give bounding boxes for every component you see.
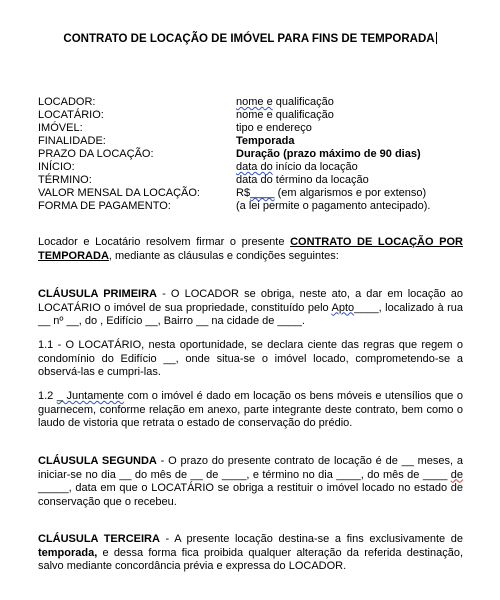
clausula-heading: CLÁUSULA SEGUNDA xyxy=(38,455,157,467)
field-value: Temporada xyxy=(236,135,295,147)
field-row-prazo xyxy=(38,148,468,161)
field-label: PRAZO DA LOCAÇÃO: xyxy=(38,148,154,160)
item-1-1: 1.1 - O LOCATÁRIO, nesta oportunidade, se declara ciente das regras que regem o condomínio do Edifício __, onde situa-se o imóvel locado, comprometendo-se a observá-las e cumpri-las. xyxy=(38,339,463,378)
field-row-inicio xyxy=(38,161,468,174)
field-label: FINALIDADE: xyxy=(38,135,106,147)
clausula-terceira: CLÁUSULA TERCEIRA - A presente locação destina-se a fins exclusivamente de temporada, e dessa forma fica proibida qualquer alteração da referida destinação, salvo mediante concordância prévia e expressa do LOCADOR. xyxy=(38,533,463,572)
field-value: nome e qualificação xyxy=(236,96,334,108)
field-value: nome e qualificação xyxy=(236,109,334,121)
field-value: data do início da locação xyxy=(236,161,358,173)
field-label: TÉRMINO: xyxy=(38,174,92,186)
field-value: R$____ (em algarismos e por extenso) xyxy=(236,187,427,199)
clausula-heading: CLÁUSULA PRIMEIRA xyxy=(38,288,157,300)
field-row-termino xyxy=(38,174,468,187)
field-row-pagamento xyxy=(38,200,468,213)
field-row-locatario xyxy=(38,109,468,122)
field-label: FORMA DE PAGAMENTO: xyxy=(38,200,171,212)
intro-paragraph: Locador e Locatário resolvem firmar o presente CONTRATO DE LOCAÇÃO POR TEMPORADA, mediante as cláusulas e condições seguintes: xyxy=(38,236,463,262)
item-1-2: 1.2 _ Juntamente com o imóvel é dado em locação os bens móveis e utensílios que o guarnecem, conforme relação em anexo, parte integrante deste contrato, bem como o laudo de vistoria que retrata o estado de conservação do prédio. xyxy=(38,390,463,429)
field-value: data do término da locação xyxy=(236,174,369,186)
document-title: CONTRATO DE LOCAÇÃO DE IMÓVEL PARA FINS DE TEMPORADA xyxy=(63,33,435,45)
clausula-primeira: CLÁUSULA PRIMEIRA - O LOCADOR se obriga, neste ato, a dar em locação ao LOCATÁRIO o imóvel de sua propriedade, constituído pelo Apto____, localizado à rua __ nº __, do , Edifício __, Bairro __ na cidade de ____. xyxy=(38,288,463,327)
field-label: INÍCIO: xyxy=(38,161,75,173)
field-label: VALOR MENSAL DA LOCAÇÃO: xyxy=(38,187,200,199)
field-value: tipo e endereço xyxy=(236,122,312,134)
text-cursor xyxy=(436,32,437,44)
field-value: Duração (prazo máximo de 90 dias) xyxy=(236,148,421,160)
field-label: IMÓVEL: xyxy=(38,122,83,134)
clausula-heading: CLÁUSULA TERCEIRA xyxy=(38,533,160,545)
field-label: LOCADOR: xyxy=(38,96,96,108)
field-row-finalidade xyxy=(38,135,468,148)
field-row-imovel xyxy=(38,122,468,135)
field-row-valor xyxy=(38,187,468,200)
field-value: (a lei permite o pagamento antecipado). xyxy=(236,200,431,212)
clausula-segunda: CLÁUSULA SEGUNDA - O prazo do presente contrato de locação é de __ meses, a iniciar-se no dia __ do mês de __ de ____, e término no dia ____, do mês de ____ de _____, data em que o LOCATÁRIO se obriga a restituir o imóvel locado no estado de conservação que o recebeu. xyxy=(38,455,463,508)
field-label: LOCATÁRIO: xyxy=(38,109,104,121)
contract-type-emphasis: CONTRATO DE LOCAÇÃO POR TEMPORADA xyxy=(38,236,463,262)
field-row-locador xyxy=(38,96,468,109)
